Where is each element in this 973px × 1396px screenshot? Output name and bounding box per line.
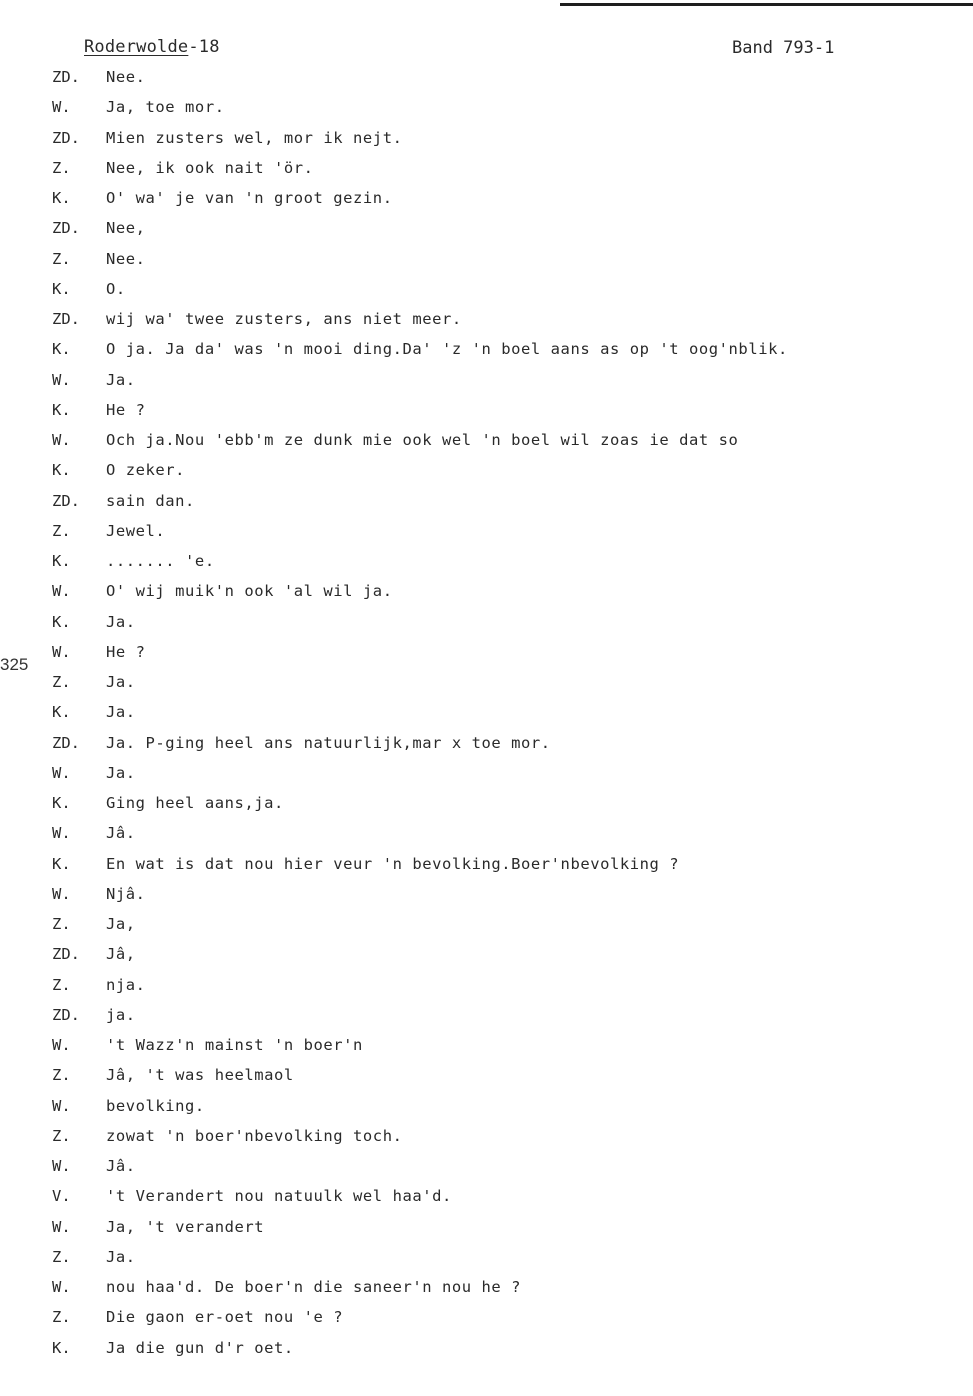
utterance-text: O ja. Ja da' was 'n mooi ding.Da' 'z 'n boel aans as op 't oog'nblik. <box>106 340 788 359</box>
utterance-text: Jewel. <box>106 521 166 540</box>
utterance-text: nja. <box>106 975 146 994</box>
speaker-label: W. <box>52 1217 71 1236</box>
speaker-label: W. <box>52 1157 71 1175</box>
utterance-text: nou haa'd. De boer'n die saneer'n nou he ? <box>106 1278 522 1296</box>
utterance-text: Nee. <box>106 68 146 86</box>
speaker-label: W. <box>52 1278 71 1296</box>
speaker-label: Z. <box>52 673 71 691</box>
utterance-text: zowat 'n boer'nbevolking toch. <box>106 1126 403 1145</box>
utterance-text: bevolking. <box>106 1096 205 1115</box>
speaker-label: ZD. <box>52 1005 80 1024</box>
utterance-text: sain dan. <box>106 491 195 510</box>
speaker-label: Z. <box>52 915 71 933</box>
speaker-label: Z. <box>52 1126 71 1145</box>
utterance-text: En wat is dat nou hier veur 'n bevolking.Boer'nbevolking ? <box>106 854 680 873</box>
utterance-text: Ging heel aans,ja. <box>106 794 284 812</box>
utterance-text: Ja die gun d'r oet. <box>106 1338 294 1357</box>
utterance-text: ....... 'e. <box>106 552 215 570</box>
speaker-label: K. <box>52 854 71 873</box>
speaker-label: ZD. <box>52 68 80 86</box>
speaker-label: K. <box>52 461 71 480</box>
utterance-text: O' wij muik'n ook 'al wil ja. <box>106 582 393 601</box>
speaker-label: K. <box>52 400 71 419</box>
speaker-label: K. <box>52 189 71 207</box>
speaker-label: W. <box>52 582 71 601</box>
utterance-text: Nee. <box>106 249 146 268</box>
speaker-label: W. <box>52 642 71 661</box>
utterance-text: O' wa' je van 'n groot gezin. <box>106 189 393 207</box>
utterance-text: Nee, ik ook nait 'ör. <box>106 158 314 177</box>
utterance-text: Ja. <box>106 1247 136 1266</box>
utterance-text: Nee, <box>106 219 146 238</box>
top-rule <box>560 3 973 6</box>
speaker-label: ZD. <box>52 733 80 752</box>
speaker-label: K. <box>52 612 71 631</box>
speaker-label: W. <box>52 1036 71 1054</box>
utterance-text: Och ja.Nou 'ebb'm ze dunk mie ook wel 'n boel wil zoas ie dat so <box>106 431 739 449</box>
utterance-text: Ja. <box>106 703 136 722</box>
speaker-label: K. <box>52 1338 71 1357</box>
speaker-label: ZD. <box>52 128 80 147</box>
speaker-label: W. <box>52 370 71 389</box>
speaker-label: W. <box>52 824 71 843</box>
utterance-text: He ? <box>106 400 146 419</box>
speaker-label: Z. <box>52 975 71 994</box>
speaker-label: Z. <box>52 1247 71 1266</box>
speaker-label: V. <box>52 1187 71 1206</box>
utterance-text: Ja. P-ging heel ans natuurlijk,mar x toe mor. <box>106 733 551 752</box>
speaker-label: Z. <box>52 158 71 177</box>
speaker-label: Z. <box>52 1308 71 1327</box>
speaker-label: K. <box>52 703 71 722</box>
utterance-text: O zeker. <box>106 461 186 480</box>
utterance-text: Die gaon er-oet nou 'e ? <box>106 1308 344 1327</box>
utterance-text: wij wa' twee zusters, ans niet meer. <box>106 310 462 328</box>
speaker-label: Z. <box>52 1066 71 1085</box>
utterance-text: Ja, <box>106 915 136 933</box>
speaker-label: ZD. <box>52 310 80 328</box>
utterance-text: 't Wazz'n mainst 'n boer'n <box>106 1036 363 1054</box>
speaker-label: K. <box>52 794 71 812</box>
page-header-left <box>84 37 220 57</box>
utterance-text: Ja, 't verandert <box>106 1217 265 1236</box>
speaker-label: W. <box>52 763 71 782</box>
speaker-label: ZD. <box>52 491 80 510</box>
utterance-text: Jâ, 't was heelmaol <box>106 1066 294 1085</box>
utterance-text: Ja. <box>106 612 136 631</box>
band-number: Band 793-1 <box>732 38 835 58</box>
speaker-label: W. <box>52 1096 71 1115</box>
speaker-label: Z. <box>52 249 71 268</box>
speaker-label: K. <box>52 279 71 298</box>
utterance-text: O. <box>106 279 126 298</box>
speaker-label: W. <box>52 98 71 117</box>
utterance-text: Ja. <box>106 370 136 389</box>
speaker-label: W. <box>52 431 71 449</box>
speaker-label: Z. <box>52 521 71 540</box>
utterance-text: He ? <box>106 642 146 661</box>
page-number: -18 <box>188 37 220 57</box>
utterance-text: Ja. <box>106 763 136 782</box>
speaker-label: K. <box>52 552 71 570</box>
utterance-text: Mien zusters wel, mor ik nejt. <box>106 128 403 147</box>
speaker-label: W. <box>52 884 71 903</box>
margin-note: 325 <box>0 655 29 674</box>
utterance-text: Jâ, <box>106 945 136 964</box>
place-name: Roderwolde <box>84 37 189 57</box>
utterance-text: Ja, toe mor. <box>106 98 225 117</box>
speaker-label: ZD. <box>52 219 80 238</box>
utterance-text: Ja. <box>106 673 136 691</box>
utterance-text: Jâ. <box>106 824 136 843</box>
speaker-label: ZD. <box>52 945 80 964</box>
utterance-text: 't Verandert nou natuulk wel haa'd. <box>106 1187 452 1206</box>
speaker-label: K. <box>52 340 71 359</box>
utterance-text: Njâ. <box>106 884 146 903</box>
utterance-text: Jâ. <box>106 1157 136 1175</box>
utterance-text: ja. <box>106 1005 136 1024</box>
